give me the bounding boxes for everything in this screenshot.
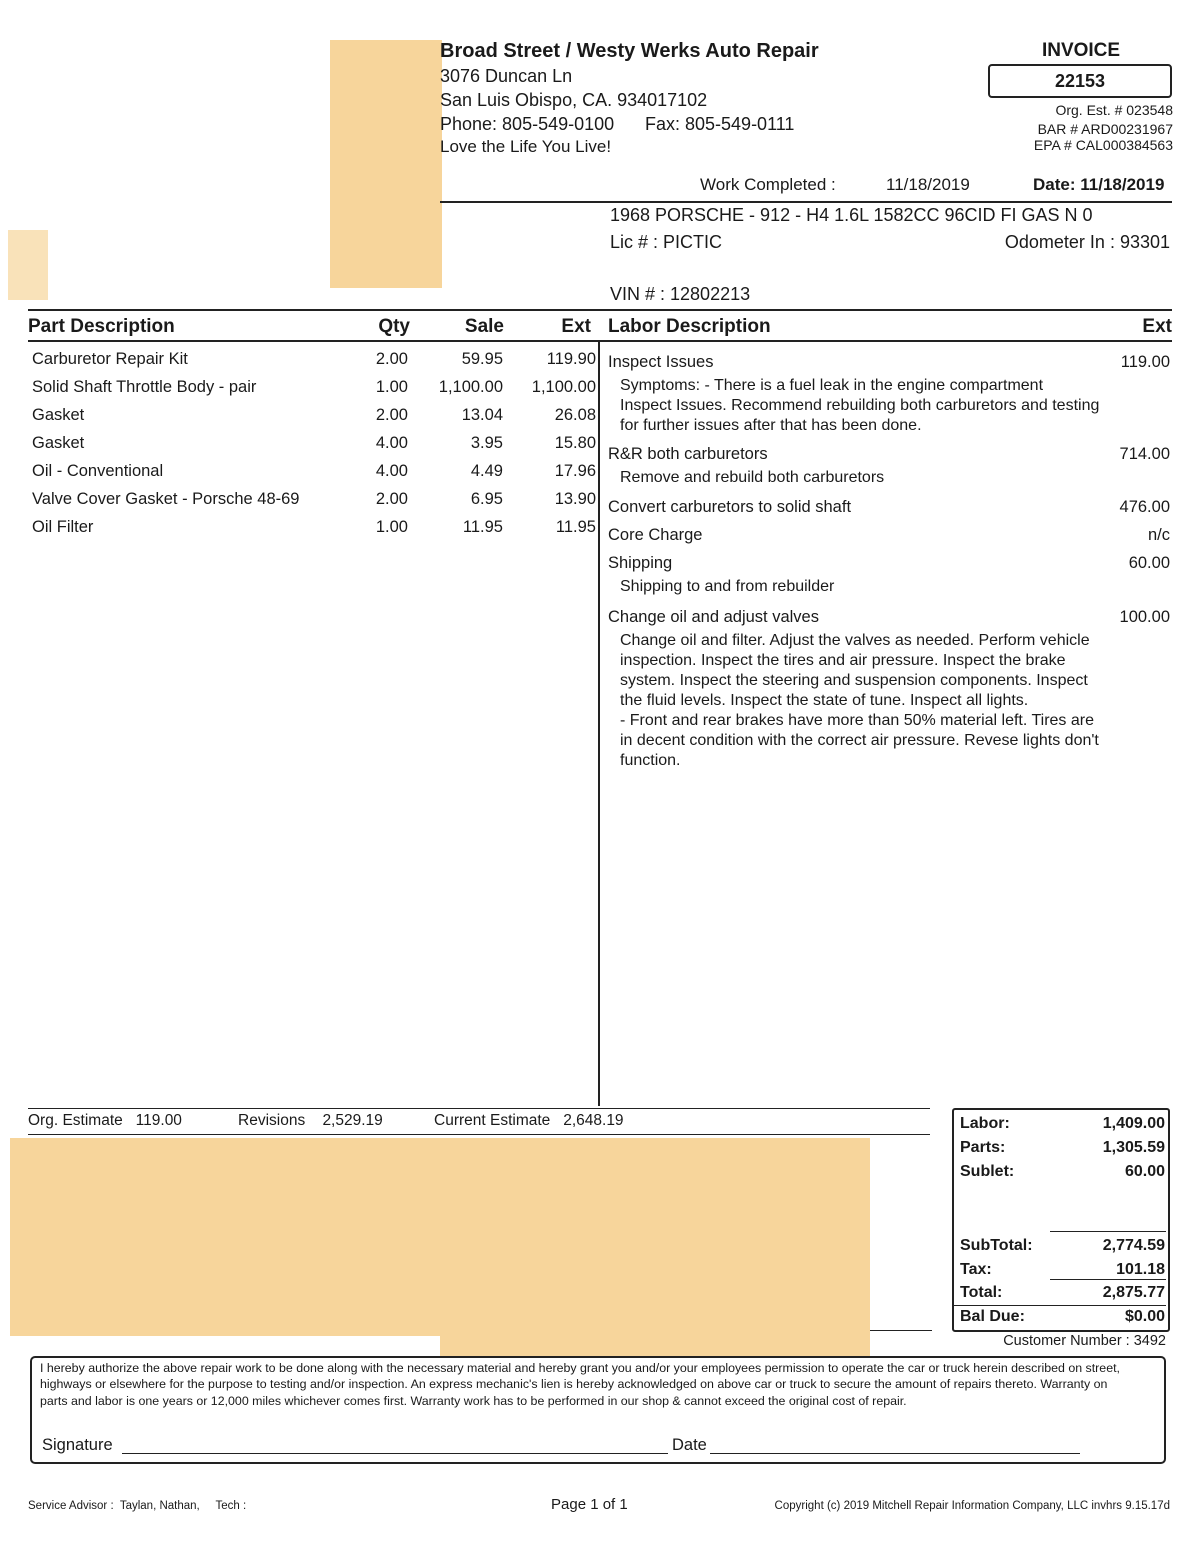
part-desc: Valve Cover Gasket - Porsche 48-69: [32, 490, 300, 508]
org-estimate-label: Org. Estimate: [28, 1112, 123, 1129]
shop-name: Broad Street / Westy Werks Auto Repair: [440, 40, 819, 62]
current-estimate-value: 2,648.19: [563, 1112, 624, 1129]
baldue: $0.00: [1124, 1308, 1165, 1325]
copyright: Copyright (c) 2019 Mitchell Repair Information Company, LLC invhrs 9.15.17d: [774, 1500, 1170, 1512]
vehicle-lic: Lic # : PICTIC: [610, 232, 723, 252]
table-top-rule: [28, 309, 1172, 311]
invoice-label: INVOICE: [1041, 40, 1121, 61]
totals-total-rule: [1050, 1279, 1166, 1280]
invoice-number-box: [988, 64, 1172, 98]
total-label: Total:: [960, 1284, 1003, 1301]
labor-detail-line: Inspect Issues. Recommend rebuilding both carburetors and testing: [620, 397, 1100, 414]
org-est: Org. Est. # 023548: [1055, 102, 1173, 118]
labor-title: Core Charge: [608, 526, 703, 544]
part-qty: 2.00: [375, 490, 408, 508]
page-number: Page 1 of 1: [551, 1496, 628, 1513]
signature-line[interactable]: [122, 1453, 668, 1454]
date-label: Date:: [1033, 175, 1076, 194]
totals-baldue-rule: [954, 1305, 1166, 1306]
totals-subtotal-rule: [1050, 1231, 1166, 1232]
labor-detail-line: Change oil and filter. Adjust the valves as needed. Perform vehicle: [620, 632, 1090, 649]
sticky-note-corner: [8, 230, 48, 300]
labor-ext: 60.00: [1128, 554, 1170, 572]
part-qty: 1.00: [375, 378, 408, 396]
shop-address: 3076 Duncan Ln: [440, 66, 573, 86]
parts-header-desc: Part Description: [28, 316, 175, 337]
part-qty: 1.00: [375, 518, 408, 536]
labor-detail-line: in decent condition with the correct air pressure. Revese lights don't: [620, 732, 1099, 749]
part-ext: 13.90: [554, 490, 596, 508]
baldue-label: Bal Due:: [960, 1308, 1025, 1325]
labor-title: Convert carburetors to solid shaft: [608, 498, 852, 516]
revisions-label: Revisions: [238, 1112, 306, 1129]
parts-total-label: Parts:: [960, 1139, 1006, 1156]
part-ext: 1,100.00: [531, 378, 596, 396]
labor-detail-line: the fluid levels. Inspect the state of tune. Inspect all lights.: [620, 692, 1029, 709]
part-desc: Oil Filter: [32, 518, 94, 536]
part-desc: Solid Shaft Throttle Body - pair: [32, 378, 257, 396]
labor-title: Shipping: [608, 554, 673, 572]
column-divider: [598, 342, 600, 1106]
parts-header-sale: Sale: [464, 316, 504, 337]
shop-slogan: Love the Life You Live!: [440, 137, 612, 156]
labor-detail-line: inspection. Inspect the tires and air pressure. Inspect the brake: [620, 652, 1066, 669]
shop-city: San Luis Obispo, CA. 934017102: [440, 90, 708, 110]
part-sale: 11.95: [462, 518, 503, 536]
parts-header-qty: Qty: [378, 316, 410, 337]
labor-detail-line: Shipping to and from rebuilder: [620, 578, 835, 595]
part-sale: 6.95: [470, 490, 503, 508]
labor-header-desc: Labor Description: [608, 316, 771, 337]
labor-detail-line: system. Inspect the steering and suspension components. Inspect: [620, 672, 1088, 689]
estimate-bottom-rule: [28, 1134, 930, 1135]
vehicle-vin: VIN # : 12802213: [610, 284, 751, 304]
shop-fax: Fax: 805-549-0111: [645, 114, 795, 134]
total: 2,875.77: [1102, 1284, 1165, 1301]
part-sale: 3.95: [470, 434, 503, 452]
shop-phone: Phone: 805-549-0100: [440, 114, 615, 134]
revisions: [238, 1112, 383, 1130]
date-sign-line[interactable]: [710, 1453, 1080, 1454]
header-rule: [440, 201, 1172, 203]
parts-header-ext: Ext: [561, 316, 591, 337]
invoice-number: 22153: [1054, 71, 1106, 91]
part-ext: 15.80: [554, 434, 596, 452]
part-desc: Oil - Conventional: [32, 462, 164, 480]
labor-detail-line: function.: [620, 752, 681, 769]
sticky-note-bottom-right: [440, 1138, 870, 1356]
sublet-total: 60.00: [1124, 1163, 1165, 1180]
org-estimate: [28, 1112, 182, 1130]
sticky-note-top-left: [330, 40, 442, 288]
sticky-note-bottom-left: [10, 1138, 442, 1336]
work-completed-label: Work Completed :: [700, 175, 836, 194]
labor-detail-line: Symptoms: - There is a fuel leak in the engine compartment: [620, 377, 1044, 394]
customer-number: Customer Number : 3492: [1003, 1333, 1166, 1349]
part-desc: Gasket: [32, 406, 85, 424]
part-qty: 4.00: [375, 462, 408, 480]
part-ext: 11.95: [555, 518, 596, 536]
labor-ext: 476.00: [1119, 498, 1170, 516]
work-completed-date: 11/18/2019: [886, 175, 970, 194]
part-qty: 2.00: [375, 406, 408, 424]
estimate-top-rule: [28, 1108, 930, 1109]
current-estimate: [434, 1112, 624, 1130]
vehicle-odometer: Odometer In : 93301: [1004, 232, 1170, 252]
part-qty: 2.00: [375, 350, 408, 368]
labor-ext: 119.00: [1120, 353, 1170, 371]
labor-title: R&R both carburetors: [608, 445, 768, 463]
labor-detail-line: for further issues after that has been done.: [620, 417, 922, 434]
part-ext: 17.96: [554, 462, 596, 480]
epa-number: EPA # CAL000384563: [1033, 137, 1173, 153]
part-ext: 26.08: [554, 406, 596, 424]
labor-title: Inspect Issues: [608, 353, 714, 371]
part-sale: 1,100.00: [438, 378, 503, 396]
labor-total-label: Labor:: [960, 1115, 1010, 1132]
part-desc: Gasket: [32, 434, 85, 452]
table-header-rule: [28, 340, 1172, 342]
authorization-box: [30, 1356, 1166, 1464]
tax-label: Tax:: [960, 1261, 992, 1278]
bar-number: BAR # ARD00231967: [1037, 121, 1173, 137]
vehicle-description: 1968 PORSCHE - 912 - H4 1.6L 1582CC 96CID FI GAS N 0: [610, 205, 1093, 225]
labor-ext: 714.00: [1119, 445, 1170, 463]
labor-total: 1,409.00: [1102, 1115, 1165, 1132]
parts-total: 1,305.59: [1102, 1139, 1165, 1156]
service-advisor: Service Advisor : Taylan, Nathan, Tech :: [28, 1500, 247, 1512]
part-ext: 119.90: [546, 350, 596, 368]
subtotal: 2,774.59: [1102, 1237, 1165, 1254]
labor-header-ext: Ext: [1142, 316, 1172, 337]
sublet-total-label: Sublet:: [960, 1163, 1015, 1180]
labor-detail-line: - Front and rear brakes have more than 50% material left. Tires are: [620, 712, 1094, 729]
part-sale: 13.04: [461, 406, 503, 424]
part-sale: 4.49: [470, 462, 503, 480]
current-estimate-label: Current Estimate: [434, 1112, 551, 1129]
tax: 101.18: [1116, 1261, 1165, 1278]
labor-ext: n/c: [1147, 526, 1170, 544]
date-sign-label: Date: [672, 1436, 707, 1454]
signature-label: Signature: [42, 1436, 113, 1454]
part-qty: 4.00: [375, 434, 408, 452]
part-sale: 59.95: [461, 350, 503, 368]
revisions-value: 2,529.19: [322, 1112, 383, 1129]
labor-detail-line: Remove and rebuild both carburetors: [620, 469, 885, 486]
date-value: 11/18/2019: [1080, 175, 1165, 194]
labor-title: Change oil and adjust valves: [608, 608, 819, 626]
labor-ext: 100.00: [1119, 608, 1170, 626]
estimate-end-rule: [870, 1330, 932, 1331]
org-estimate-value: 119.00: [135, 1112, 182, 1129]
part-desc: Carburetor Repair Kit: [32, 350, 188, 368]
authorization-text: I hereby authorize the above repair work to be done along with the necessary material and hereby grant you and/or your employees permission to operate the car or truck herein described on street, highways or elsewhere for the purpose to testing and/or inspection. An express mechanic's lien is hereby acknowledged on above car or truck to secure the amount of repairs thereto. Warranty on parts and labor is one years or 12,000 miles whichever comes first. Warranty work has to be performed in our shop & cannot exceed the original cost of repair.: [40, 1361, 1120, 1408]
subtotal-label: SubTotal:: [960, 1237, 1033, 1254]
invoice-date: [1033, 175, 1164, 195]
